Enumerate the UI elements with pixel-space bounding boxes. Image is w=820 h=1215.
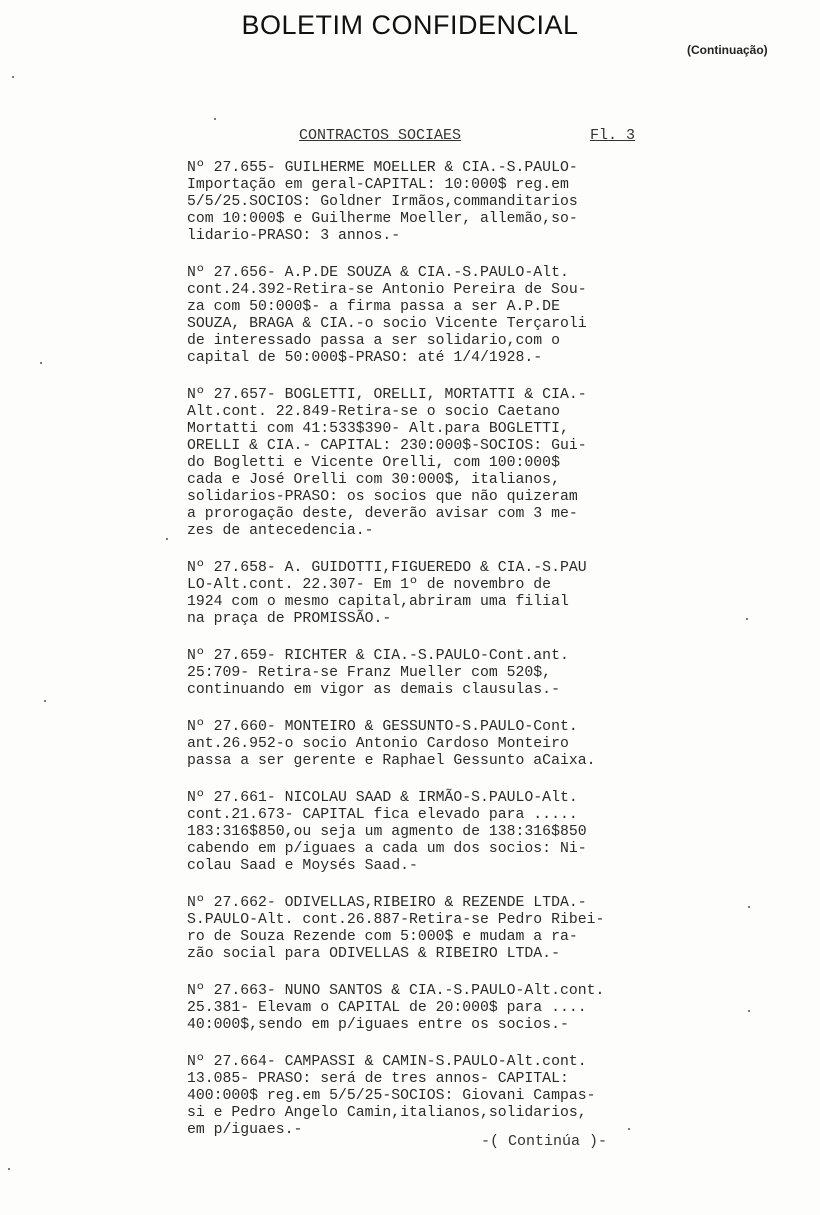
entry-line: Nº 27.663- NUNO SANTOS & CIA.-S.PAULO-Alt.cont. [187, 983, 605, 999]
entry-line: 183:316$850,ou seja um agmento de 138:316$850 [187, 824, 587, 840]
entry-line: Nº 27.656- A.P.DE SOUZA & CIA.-S.PAULO-Alt. [187, 265, 569, 281]
entry-line: SOUZA, BRAGA & CIA.-o socio Vicente Terçaroli [187, 316, 587, 332]
entry-line: cont.24.392-Retira-se Antonio Pereira de Sou- [187, 282, 587, 298]
entries-list [187, 160, 647, 1159]
scan-speck [748, 906, 750, 908]
entry-line: Nº 27.660- MONTEIRO & GESSUNTO-S.PAULO-Cont. [187, 719, 578, 735]
contract-entry [187, 387, 647, 540]
contract-entry [187, 790, 647, 875]
entry-line: Alt.cont. 22.849-Retira-se o socio Caetano [187, 404, 560, 420]
entry-line: solidarios-PRASO: os socios que não quizeram [187, 489, 578, 505]
entry-line: Nº 27.657- BOGLETTI, ORELLI, MORTATTI & CIA.- [187, 387, 587, 403]
scan-speck [166, 538, 168, 540]
scan-speck [628, 1128, 630, 1130]
entry-line: com 10:000$ e Guilherme Moeller, allemão,so- [187, 211, 578, 227]
entry-line: Mortatti com 41:533$390- Alt.para BOGLETTI, [187, 421, 569, 437]
entry-line: 25:709- Retira-se Franz Mueller com 520$, [187, 665, 552, 681]
scan-speck [8, 1168, 10, 1170]
entry-line: 25.381- Elevam o CAPITAL de 20:000$ para .... [187, 1000, 587, 1016]
entry-line: si e Pedro Angelo Camin,italianos,solidarios, [187, 1105, 587, 1121]
entry-line: passa a ser gerente e Raphael Gessunto aCaixa. [187, 753, 596, 769]
entry-line: zão social para ODIVELLAS & RIBEIRO LTDA.- [187, 946, 560, 962]
scan-speck [12, 76, 14, 78]
entry-line: lidario-PRASO: 3 annos.- [187, 228, 401, 244]
entry-line: 1924 com o mesmo capital,abriram uma filial [187, 594, 569, 610]
entry-line: Nº 27.662- ODIVELLAS,RIBEIRO & REZENDE LTDA.- [187, 895, 587, 911]
section-title: CONTRACTOS SOCIAES [299, 127, 462, 144]
scan-speck [40, 362, 42, 364]
entry-line: S.PAULO-Alt. cont.26.887-Retira-se Pedro Ribei- [187, 912, 605, 928]
scan-speck [748, 1010, 750, 1012]
entry-line: 40:000$,sendo em p/iguaes entre os socios.- [187, 1017, 569, 1033]
entry-line: Nº 27.664- CAMPASSI & CAMIN-S.PAULO-Alt.cont. [187, 1054, 587, 1070]
entry-line: zes de antecedencia.- [187, 523, 374, 539]
contract-entry [187, 719, 647, 770]
contract-entry [187, 648, 647, 699]
entry-line: na praça de PROMISSÃO.- [187, 611, 392, 627]
entry-line: ORELLI & CIA.- CAPITAL: 230:000$-SOCIOS: Gui- [187, 438, 587, 454]
entry-line: cont.21.673- CAPITAL fica elevado para ..... [187, 807, 578, 823]
entry-line: ant.26.952-o socio Antonio Cardoso Monteiro [187, 736, 569, 752]
contract-entry [187, 560, 647, 628]
bulletin-title: BOLETIM CONFIDENCIAL [241, 10, 579, 40]
scan-speck [746, 618, 748, 620]
entry-line: de interessado passa a ser solidario,com o [187, 333, 560, 349]
entry-line: capital de 50:000$-PRASO: até 1/4/1928.- [187, 350, 543, 366]
entry-line: continuando em vigor as demais clausulas.- [187, 682, 560, 698]
entry-line: ro de Souza Rezende com 5:000$ e mudam a ra- [187, 929, 578, 945]
continuation-label: (Continuação) [687, 43, 768, 57]
contract-entry [187, 983, 647, 1034]
entry-line: Nº 27.661- NICOLAU SAAD & IRMÃO-S.PAULO-Alt. [187, 790, 578, 806]
folio-number: Fl. 3 [590, 127, 636, 144]
entry-line: do Bogletti e Vicente Orelli, com 100:000$ [187, 455, 560, 471]
entry-line: Nº 27.658- A. GUIDOTTI,FIGUEREDO & CIA.-S.PAU [187, 560, 587, 576]
entry-line: 13.085- PRASO: será de tres annos- CAPITAL: [187, 1071, 569, 1087]
scan-speck [44, 700, 46, 702]
entry-line: 5/5/25.SOCIOS: Goldner Irmãos,commanditarios [187, 194, 578, 210]
contract-entry [187, 1054, 647, 1139]
entry-line: a prorogação deste, deverão avisar com 3 me- [187, 506, 578, 522]
entry-line: em p/iguaes.- [187, 1122, 303, 1138]
entry-line: cabendo em p/iguaes a cada um dos socios: Ni- [187, 841, 587, 857]
entry-line: Nº 27.655- GUILHERME MOELLER & CIA.-S.PAULO- [187, 160, 578, 176]
entry-line: Importação em geral-CAPITAL: 10:000$ reg.em [187, 177, 569, 193]
entry-line: LO-Alt.cont. 22.307- Em 1º de novembro de [187, 577, 552, 593]
entry-line: colau Saad e Moysés Saad.- [187, 858, 418, 874]
contract-entry [187, 895, 647, 963]
entry-line: cada e José Orelli com 30:000$, italianos, [187, 472, 560, 488]
entry-line: Nº 27.659- RICHTER & CIA.-S.PAULO-Cont.ant. [187, 648, 569, 664]
contract-entry [187, 160, 647, 245]
continua-footer: -( Continúa )- [481, 1133, 608, 1150]
entry-line: za com 50:000$- a firma passa a ser A.P.DE [187, 299, 560, 315]
scan-speck [214, 118, 216, 120]
entry-line: 400:000$ reg.em 5/5/25-SOCIOS: Giovani Campas- [187, 1088, 596, 1104]
contract-entry [187, 265, 647, 367]
